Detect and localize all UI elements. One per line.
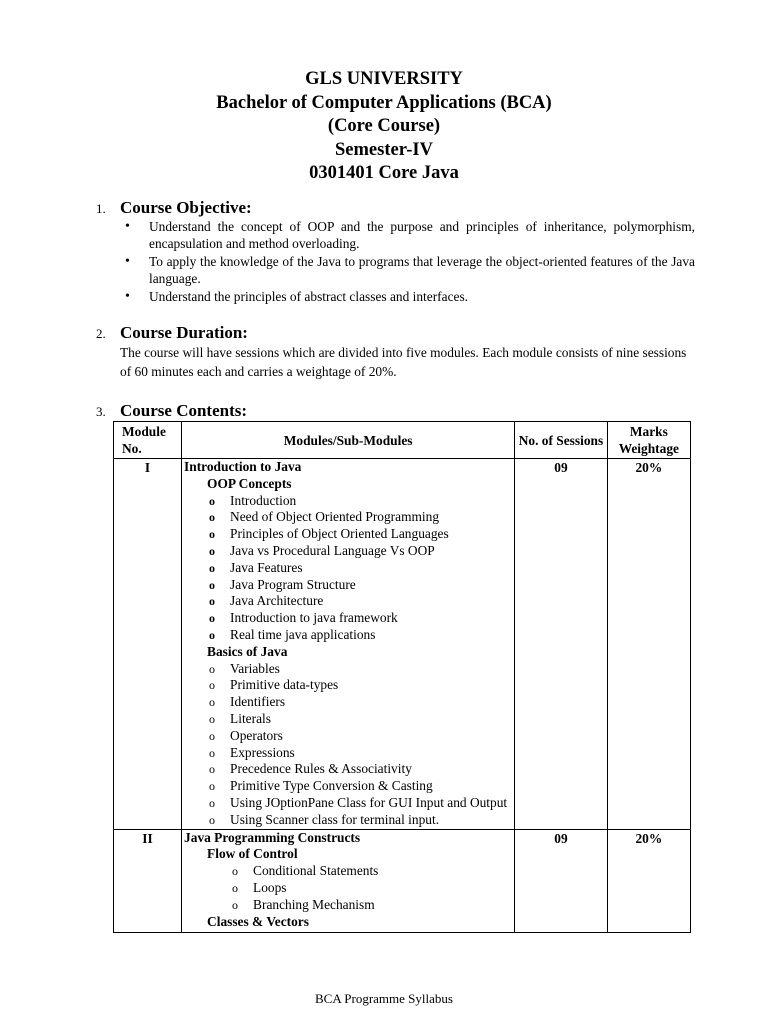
bullet-marker: o	[209, 762, 216, 777]
topic-text: Operators	[230, 727, 283, 743]
topic-item	[184, 863, 512, 880]
header-sessions: No. of Sessions	[515, 422, 607, 459]
document-header	[0, 68, 768, 186]
topic-item	[184, 677, 512, 694]
bullet-marker: o	[209, 678, 216, 693]
topic-text: Java vs Procedural Language Vs OOP	[230, 542, 435, 558]
section-number: 1.	[96, 201, 106, 216]
topic-item	[184, 711, 512, 728]
bullet-marker: o	[209, 711, 216, 726]
bullet-marker: o	[209, 493, 216, 508]
section-title: Course Contents:	[120, 401, 248, 420]
bullet-marker: o	[209, 695, 216, 710]
topic-item	[184, 593, 512, 610]
topic-text: Using Scanner class for terminal input.	[230, 811, 440, 827]
bullet-marker: o	[209, 728, 216, 743]
marks-value: 20%	[607, 459, 690, 830]
sessions-value: 09	[515, 829, 607, 933]
topic-item	[184, 610, 512, 627]
objective-item: • To apply the knowledge of the Java to programs that leverage the object-oriented features of the Java language.	[120, 253, 695, 287]
topic-item	[184, 745, 512, 762]
section-number: 3.	[96, 404, 106, 419]
topic-item	[184, 812, 512, 829]
module-content	[182, 459, 515, 830]
header-modules: Modules/Sub-Modules	[182, 422, 515, 459]
bullet-marker: o	[232, 897, 239, 912]
topic-text: Literals	[230, 710, 271, 726]
submodule-heading: Flow of Control	[207, 846, 298, 862]
basics-topic-list	[184, 661, 512, 829]
topic-item	[184, 761, 512, 778]
bullet-marker: o	[209, 594, 216, 609]
course-title: 0301401 Core Java	[309, 163, 459, 183]
topic-item	[184, 493, 512, 510]
objectives-list	[120, 218, 695, 306]
university-name: GLS UNIVERSITY	[305, 69, 463, 89]
module-number: I	[114, 459, 182, 830]
bullet-marker: o	[232, 880, 239, 895]
topic-text: Branching Mechanism	[253, 896, 375, 912]
topic-item	[184, 577, 512, 594]
topic-text: Java Architecture	[230, 593, 324, 609]
table-row	[114, 829, 691, 933]
topic-text: Principles of Object Oriented Languages	[230, 526, 449, 542]
topic-text: Using JOptionPane Class for GUI Input and Output	[230, 794, 508, 810]
marks-value: 20%	[607, 829, 690, 933]
topic-item	[184, 778, 512, 795]
submodule-heading: Classes & Vectors	[207, 913, 309, 929]
bullet-marker: o	[209, 795, 216, 810]
topic-text: Java Program Structure	[230, 576, 356, 592]
bullet-marker: o	[232, 864, 239, 879]
topic-item	[184, 728, 512, 745]
section-course-objective	[96, 198, 252, 219]
objective-item: • Understand the concept of OOP and the purpose and principles of inheritance, polymorphism, encapsulation and method overloading.	[120, 218, 695, 252]
topic-text: Variables	[230, 660, 280, 676]
section-number: 2.	[96, 326, 106, 341]
submodule-heading: Basics of Java	[207, 643, 288, 659]
header-marks: Marks Weightage	[607, 422, 690, 459]
section-course-contents	[96, 401, 247, 422]
bullet-marker: o	[209, 611, 216, 626]
section-title: Course Duration:	[120, 323, 248, 342]
bullet-marker: o	[209, 527, 216, 542]
topic-text: Introduction	[230, 492, 297, 508]
module-content	[182, 829, 515, 933]
topic-text: Conditional Statements	[253, 863, 379, 879]
topic-text: Java Features	[230, 559, 303, 575]
page-footer: BCA Programme Syllabus	[315, 991, 453, 1006]
module-title: Introduction to Java	[184, 459, 302, 474]
topic-item	[184, 627, 512, 644]
topic-item	[184, 880, 512, 897]
bullet-marker: o	[209, 543, 216, 558]
topic-text: Loops	[253, 879, 287, 895]
submodule-heading: OOP Concepts	[207, 475, 292, 491]
topic-item	[184, 543, 512, 560]
topic-item	[184, 560, 512, 577]
topic-item	[184, 526, 512, 543]
bullet-marker: o	[209, 812, 216, 827]
topic-text: Real time java applications	[230, 626, 376, 642]
module-title: Java Programming Constructs	[184, 829, 361, 845]
bullet-marker: o	[209, 510, 216, 525]
semester: Semester-IV	[335, 139, 433, 160]
bullet-marker: o	[209, 779, 216, 794]
topic-item	[184, 694, 512, 711]
course-contents-table	[113, 421, 691, 933]
sessions-value: 09	[515, 459, 607, 830]
topic-text: Expressions	[230, 744, 295, 760]
bullet-marker: o	[209, 627, 216, 642]
topic-item	[184, 795, 512, 812]
course-type: (Core Course)	[327, 116, 441, 136]
bullet-marker: o	[209, 560, 216, 575]
header-module-no: Module No.	[114, 422, 182, 459]
duration-paragraph: The course will have sessions which are divided into five modules. Each module consists of nine sessions of 60 minutes each and carries a weightage of 20%.	[120, 345, 687, 379]
program-name: Bachelor of Computer Applications (BCA)	[216, 92, 552, 113]
bullet-marker: o	[209, 661, 216, 676]
topic-text: Precedence Rules & Associativity	[230, 761, 412, 777]
topic-text: Identifiers	[230, 694, 286, 710]
topic-text: Primitive data-types	[230, 677, 339, 693]
table-header-row	[114, 422, 691, 459]
section-course-duration	[96, 323, 248, 344]
bullet-marker: o	[209, 577, 216, 592]
topic-text: Need of Object Oriented Programming	[230, 509, 440, 525]
topic-text: Introduction to java framework	[230, 610, 398, 626]
bullet-marker: o	[209, 745, 216, 760]
section-title: Course Objective:	[120, 198, 252, 217]
flow-topic-list	[184, 863, 512, 913]
topic-text: Primitive Type Conversion & Casting	[230, 778, 433, 794]
module-number: II	[114, 829, 182, 933]
topic-item	[184, 509, 512, 526]
topic-item	[184, 661, 512, 678]
topic-item	[184, 897, 512, 914]
oop-topic-list	[184, 493, 512, 644]
table-row	[114, 459, 691, 830]
objective-item: • Understand the principles of abstract classes and interfaces.	[120, 288, 695, 305]
